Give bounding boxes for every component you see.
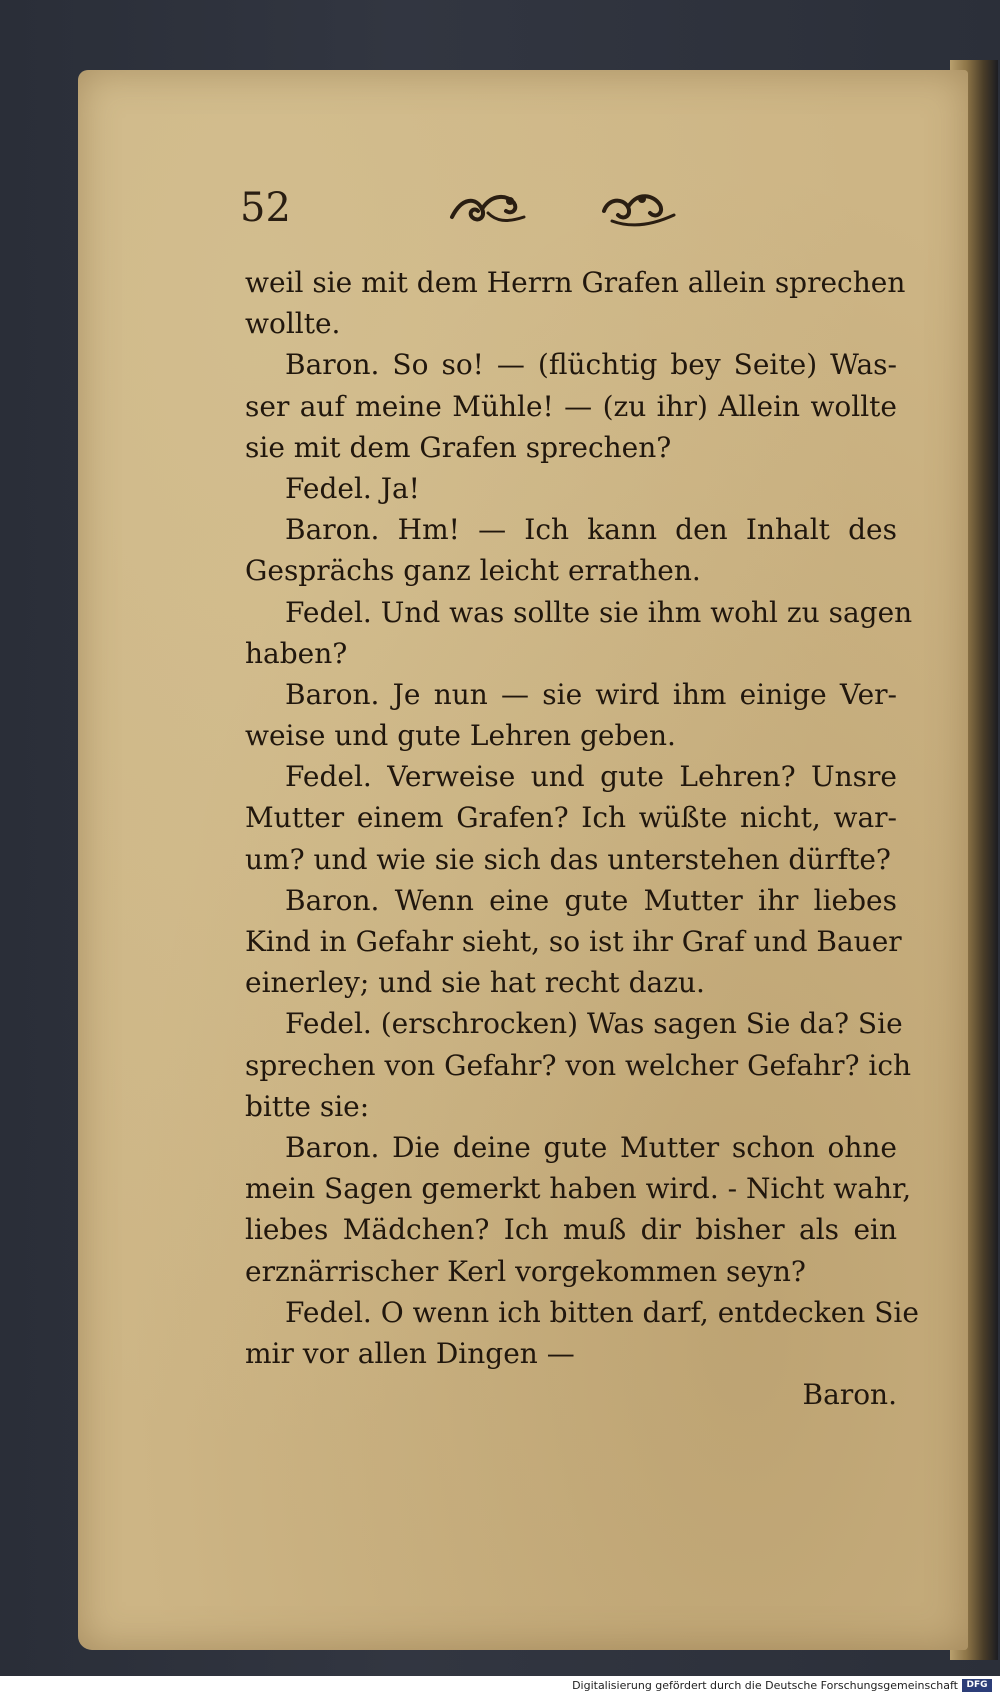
text-line: Fedel. O wenn ich bitten darf, entdecken Sie bbox=[285, 1295, 919, 1329]
text-line: liebes Mädchen? Ich muß dir bisher als ein bbox=[245, 1213, 897, 1247]
text-line: mir vor allen Dingen — bbox=[245, 1336, 575, 1370]
text-line: Kind in Gefahr sieht, so ist ihr Graf und Bauer bbox=[245, 925, 902, 958]
right-ornament-icon bbox=[598, 187, 678, 231]
text-line: Fedel. Und was sollte sie ihm wohl zu sagen bbox=[285, 595, 913, 629]
left-ornament-icon bbox=[448, 187, 528, 231]
text-line: erznärrischer Kerl vorgekommen seyn? bbox=[245, 1254, 806, 1288]
text-line: einerley; und sie hat recht dazu. bbox=[245, 966, 705, 1000]
text-line: Baron. Wenn eine gute Mutter ihr liebes bbox=[285, 883, 897, 917]
text-line: sprechen von Gefahr? von welcher Gefahr? ich bbox=[245, 1048, 912, 1082]
text-line: Gesprächs ganz leicht errathen. bbox=[245, 554, 701, 588]
text-line: Fedel. Verweise und gute Lehren? Unsre bbox=[285, 760, 897, 794]
text-line: Fedel. Ja! bbox=[285, 471, 420, 505]
footer-credit: Digitalisierung gefördert durch die Deutsche Forschungsgemeinschaft bbox=[572, 1679, 958, 1692]
text-line: mein Sagen gemerkt haben wird. - Nicht wahr, bbox=[245, 1172, 912, 1206]
footer-bar bbox=[0, 1676, 1000, 1696]
text-line: haben? bbox=[245, 636, 348, 670]
text-line: sie mit dem Grafen sprechen? bbox=[245, 430, 672, 464]
text-line: bitte sie: bbox=[245, 1089, 370, 1123]
text-line: Fedel. (erschrocken) Was sagen Sie da? Sie bbox=[285, 1007, 903, 1041]
text-line: weise und gute Lehren geben. bbox=[245, 719, 676, 753]
page-header bbox=[240, 185, 720, 235]
page-number: 52 bbox=[240, 185, 291, 231]
text-line: wollte. bbox=[245, 307, 341, 341]
catchword: Baron. bbox=[802, 1378, 897, 1412]
text-line: Baron. Die deine gute Mutter schon ohne bbox=[285, 1130, 897, 1164]
text-line: Baron. So so! — (flüchtig bey Seite) Was- bbox=[285, 348, 897, 382]
text-line: Baron. Hm! — Ich kann den Inhalt des bbox=[285, 513, 897, 547]
dfg-logo-icon: DFG bbox=[962, 1679, 992, 1692]
text-line: weil sie mit dem Herrn Grafen allein sprechen bbox=[245, 266, 906, 299]
body-text bbox=[245, 262, 919, 1415]
text-line: um? und wie sie sich das unterstehen dürfte? bbox=[245, 842, 891, 876]
text-line: Mutter einem Grafen? Ich wüßte nicht, war- bbox=[245, 801, 897, 835]
text-line: Baron. Je nun — sie wird ihm einige Ver- bbox=[285, 677, 897, 711]
text-line: ser auf meine Mühle! — (zu ihr) Allein wollte bbox=[245, 389, 897, 423]
